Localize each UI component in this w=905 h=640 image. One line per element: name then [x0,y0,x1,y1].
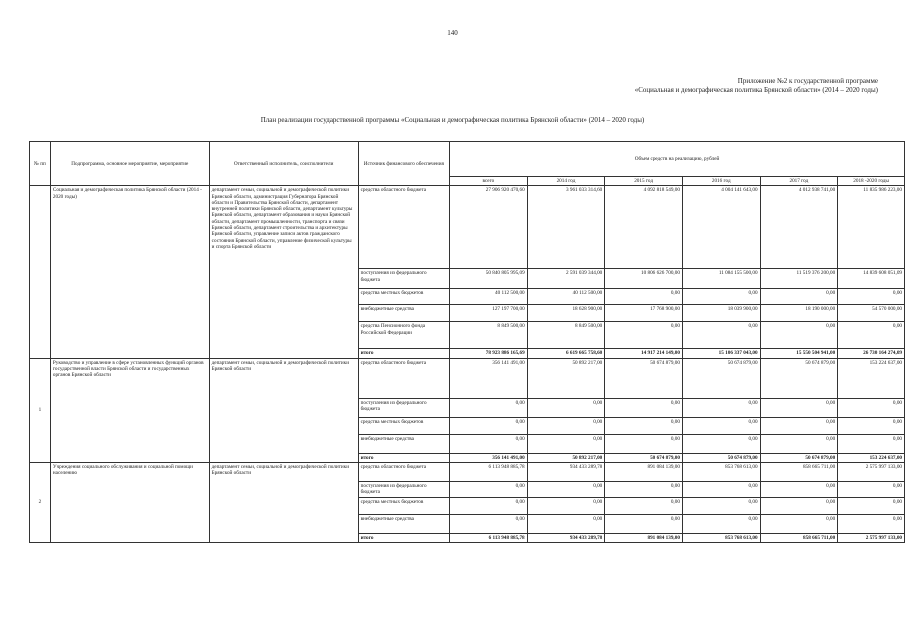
amount-cell: 0,00 [682,497,760,514]
responsible-executor: департамент семьи, социальной и демографической политики Брянской области [209,462,358,542]
amount-cell: 0,00 [682,434,760,453]
amount-cell: 0,00 [760,514,838,533]
amount-cell: 0,00 [450,481,528,497]
amount-cell: 0,00 [838,289,905,305]
amount-cell: 0,00 [605,434,683,453]
amount-cell: 0,00 [760,481,838,497]
amount-cell: 891 084 139,00 [605,462,683,481]
amount-cell: 11 084 155 500,00 [682,269,760,289]
funding-source: средства местных бюджетов [358,417,449,434]
amount-cell: 50 674 879,00 [682,358,760,398]
funding-source: средства местных бюджетов [358,289,449,305]
amount-cell: 934 433 289,78 [527,533,605,542]
amount-cell: 0,00 [527,434,605,453]
amount-cell: 2 575 997 133,00 [838,462,905,481]
amount-cell: 4 012 938 741,00 [760,186,838,269]
amount-cell: 0,00 [682,481,760,497]
amount-cell: 0,00 [605,497,683,514]
amount-cell: 50 892 217,00 [527,453,605,462]
funding-source: внебюджетные средства [358,305,449,322]
amount-cell: 0,00 [838,322,905,349]
amount-cell: 0,00 [605,322,683,349]
amount-cell: 0,00 [838,514,905,533]
amount-cell: 0,00 [605,289,683,305]
amount-cell: 858 665 711,00 [760,462,838,481]
amount-cell: 3 961 033 314,60 [527,186,605,269]
header-subprogram: Подпрограмма, основное мероприятие, мероприятие [50,142,209,186]
amount-cell: 153 224 637,00 [838,358,905,398]
plan-table [29,141,905,543]
amount-cell: 853 768 613,00 [682,462,760,481]
table-body [30,186,905,543]
amount-cell: 0,00 [450,514,528,533]
amount-cell: 18 039 900,00 [682,305,760,322]
funding-source: итого [358,453,449,462]
document-title: План реализации государственной программы «Социальная и демографическая политика Брянской области» (2014 – 2020 годы) [260,116,645,124]
funding-source: внебюджетные средства [358,434,449,453]
amount-cell: 0,00 [760,398,838,417]
funding-source: средства областного бюджета [358,462,449,481]
row-number [30,186,51,358]
amount-cell: 0,00 [760,322,838,349]
responsible-executor: департамент семьи, социальной и демографической политики Брянской области, администрация Губернатора Брянской области и Правительства Брянской области, департамент внутренней политики Брянской области, департамент культуры Брянской области, департамент образования и науки Брянской области, департамент промышленности, транспорта и связи Брянской области, департамент строительства и архитектуры Брянской области, управление записи актов гражданского состояния Брянской области, управление физической культуры и спорта Брянской области [209,186,358,358]
page-number: 140 [447,29,458,37]
amount-cell: 127 197 700,00 [450,305,528,322]
amount-cell: 0,00 [450,417,528,434]
amount-cell: 50 892 217,00 [527,358,605,398]
amount-cell: 50 674 879,00 [682,453,760,462]
amount-cell: 0,00 [682,398,760,417]
amount-cell: 153 224 637,00 [838,453,905,462]
amount-cell: 356 141 491,00 [450,358,528,398]
amount-cell: 54 570 000,00 [838,305,905,322]
amount-cell: 0,00 [450,497,528,514]
funding-source: внебюджетные средства [358,514,449,533]
amount-cell: 0,00 [838,481,905,497]
row-number: 1 [30,358,51,462]
amount-cell: 0,00 [682,322,760,349]
row-number: 2 [30,462,51,542]
amount-cell: 0,00 [450,398,528,417]
appendix-line-2: «Социальная и демографическая политика Брянской области» (2014 – 2020 годы) [634,86,878,94]
amount-cell: 0,00 [682,514,760,533]
amount-cell: 18 190 000,00 [760,305,838,322]
amount-cell: 15 550 504 941,00 [760,349,838,358]
amount-cell: 4 092 818 549,00 [605,186,683,269]
amount-cell: 6 619 665 758,60 [527,349,605,358]
amount-cell: 0,00 [760,289,838,305]
amount-cell: 934 433 289,78 [527,462,605,481]
amount-cell: 50 674 879,00 [605,453,683,462]
amount-cell: 0,00 [682,289,760,305]
header-year-2017: 2017 год [760,177,838,186]
amount-cell: 2 591 039 344,00 [527,269,605,289]
header-responsible: Ответственный исполнитель, соисполнители [209,142,358,186]
appendix-note [635,77,878,95]
amount-cell: 853 768 613,00 [682,533,760,542]
funding-source: поступления из федерального бюджета [358,398,449,417]
amount-cell: 6 113 948 885,78 [450,462,528,481]
amount-cell: 0,00 [760,497,838,514]
amount-cell: 40 112 500,00 [450,289,528,305]
header-volume: Объем средств на реализацию, рублей [450,142,905,177]
amount-cell: 0,00 [450,434,528,453]
amount-cell: 14 839 608 051,09 [838,269,905,289]
amount-cell: 50 674 879,00 [605,358,683,398]
amount-cell: 0,00 [760,417,838,434]
header-year-2016: 2016 год [682,177,760,186]
header-year-2014: 2014 год [527,177,605,186]
subprogram-name: Учреждения социального обслуживания и социальной помощи населению [50,462,209,542]
table-row [30,462,905,481]
amount-cell: 10 806 626 700,00 [605,269,683,289]
amount-cell: 0,00 [838,417,905,434]
appendix-line-1: Приложение №2 к государственной программе [737,77,878,85]
amount-cell: 40 112 500,00 [527,289,605,305]
amount-cell: 2 575 997 133,00 [838,533,905,542]
subprogram-name: Руководство и управление в сфере установленных функций органов государственной власти Брянской области и государственных органов Брянской области [50,358,209,462]
amount-cell: 26 730 164 274,09 [838,349,905,358]
amount-cell: 0,00 [527,481,605,497]
amount-cell: 0,00 [682,417,760,434]
header-num: № пп [30,142,51,186]
amount-cell: 4 004 141 643,00 [682,186,760,269]
funding-source: поступления из федерального бюджета [358,481,449,497]
amount-cell: 0,00 [527,514,605,533]
responsible-executor: департамент семьи, социальной и демографической политики Брянской области [209,358,358,462]
amount-cell: 11 835 986 223,00 [838,186,905,269]
amount-cell: 8 849 500,00 [450,322,528,349]
amount-cell: 0,00 [838,434,905,453]
amount-cell: 17 768 900,00 [605,305,683,322]
funding-source: средства местных бюджетов [358,497,449,514]
amount-cell: 0,00 [527,497,605,514]
header-source: Источник финансового обеспечения [358,142,449,186]
header-year-2018-2020: 2018 -2020 годы [838,177,905,186]
amount-cell: 27 906 920 470,60 [450,186,528,269]
table-row [30,358,905,398]
funding-source: поступления из федерального бюджета [358,269,449,289]
funding-source: итого [358,533,449,542]
amount-cell: 0,00 [838,398,905,417]
amount-cell: 0,00 [605,398,683,417]
amount-cell: 356 141 491,00 [450,453,528,462]
amount-cell: 0,00 [838,497,905,514]
amount-cell: 0,00 [527,398,605,417]
funding-source: средства областного бюджета [358,358,449,398]
funding-source: итого [358,349,449,358]
amount-cell: 891 084 139,00 [605,533,683,542]
amount-cell: 18 628 900,00 [527,305,605,322]
amount-cell: 78 923 886 165,69 [450,349,528,358]
amount-cell: 0,00 [760,434,838,453]
amount-cell: 0,00 [605,514,683,533]
amount-cell: 50 840 805 995,09 [450,269,528,289]
amount-cell: 0,00 [605,417,683,434]
amount-cell: 14 917 214 149,00 [605,349,683,358]
funding-source: средства Пенсионного фонда Российской Федерации [358,322,449,349]
table-row [30,186,905,269]
amount-cell: 6 113 948 885,78 [450,533,528,542]
amount-cell: 15 106 337 043,00 [682,349,760,358]
amount-cell: 50 674 879,00 [760,358,838,398]
header-year-2015: 2015 год [605,177,683,186]
amount-cell: 50 674 879,00 [760,453,838,462]
amount-cell: 0,00 [605,481,683,497]
amount-cell: 858 665 711,00 [760,533,838,542]
header-year-total: всего [450,177,528,186]
subprogram-name: Социальная и демографическая политика Брянской области (2014 - 2020 годы) [50,186,209,358]
amount-cell: 0,00 [527,417,605,434]
amount-cell: 11 519 376 200,00 [760,269,838,289]
funding-source: средства областного бюджета [358,186,449,269]
amount-cell: 8 849 500,00 [527,322,605,349]
